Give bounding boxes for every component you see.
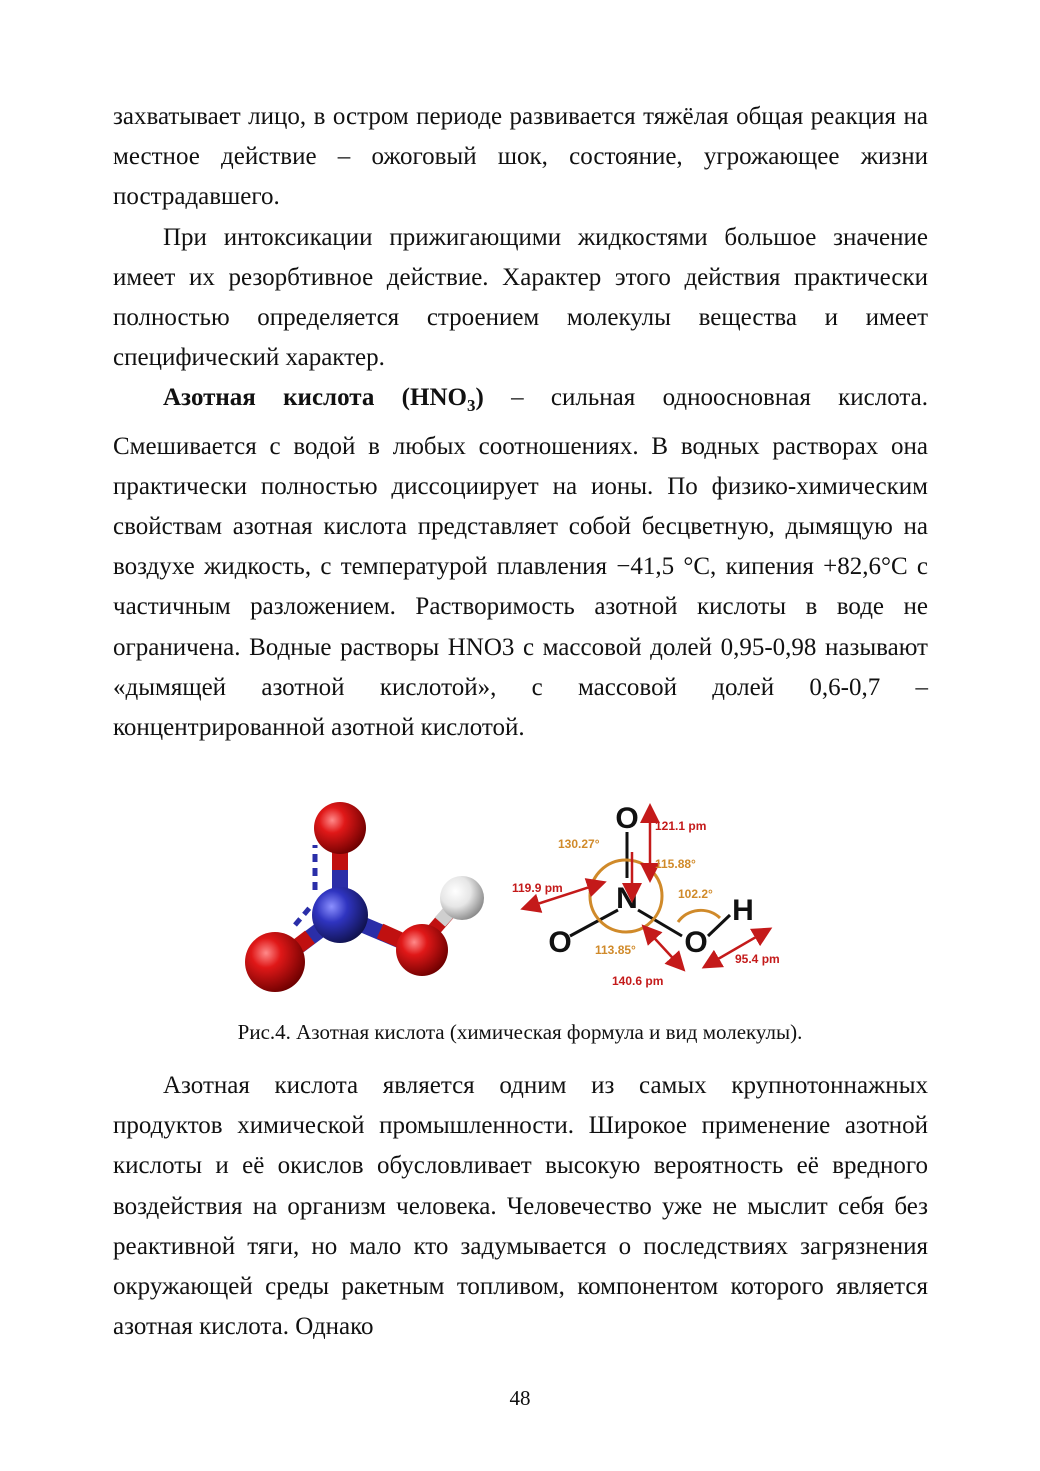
ball-and-stick-model [245, 802, 484, 992]
hno3-molecule-diagram [240, 790, 820, 1000]
body-text-bottom [113, 1066, 928, 1347]
paragraph: При интоксикации прижигающими жидкостями большое значение имеет их резорбтивное действие. Характер этого действия практически полностью определяется строением молекулы вещества и имеет специфический характер. [113, 223, 928, 372]
angle-label: 130.27° [558, 837, 600, 851]
bond-length-label: 119.9 pm [512, 881, 563, 895]
paragraph: Азотная кислота $(HNO_3)$ – сильная одноосновная кислота. Смешивается с водой в любых соотношениях. В водных растворах она практически полностью диссоциирует на ионы. По физико-химическим свойствам азотная кислота представляет собой бесцветную, дымящую на воздухе жидкость, с температурой плавления −41,5 °C, кипения +82,6°C с частичным разложением. Растворимость азотной кислоты в воде не ограничена. Водные растворы HNO3 с массовой долей 0,95-0,98 называют «дымящей азотной кислотой», с массовой долей 0,6-0,7 – концентрированной азотной кислотой. [113, 384, 928, 742]
atom-label-n: N [616, 882, 638, 915]
paragraph: захватывает лицо, в остром периоде развивается тяжёлая общая реакция на местное действие – ожоговый шок, состояние, угрожающее жизни пострадавшего. [113, 103, 928, 211]
oxygen-atom-right [396, 924, 448, 976]
angle-label: 113.85° [595, 943, 636, 957]
angle-label: 102.2° [678, 887, 713, 901]
atom-label-o: O [548, 926, 572, 959]
body-text-top [113, 97, 928, 748]
atom-label-o: O [615, 802, 639, 835]
structural-formula [512, 802, 780, 988]
angle-arc-oh [678, 910, 720, 922]
bond-length-label: 121.1 pm [655, 819, 707, 833]
page-number: 48 [509, 1386, 531, 1410]
hydrogen-atom [440, 876, 484, 920]
oxygen-atom-top [314, 802, 366, 854]
term-heading: Азотная кислота $(HNO_3)$ [163, 384, 484, 416]
molecule-figure [240, 790, 820, 1000]
angle-label: 115.88° [655, 857, 696, 871]
bond-length-label: 95.4 pm [735, 952, 780, 966]
paragraph: Азотная кислота является одним из самых крупнотоннажных продуктов химической промышленности. Широкое применение азотной кислоты и её окислов обусловливает высокую вероятность её вредного воздействия на организм человека. Человечество уже не мыслит себя без реактивной тяги, но мало кто задумывается о последствиях загрязнения окружающей среды ракетным топливом, компонентом которого является азотная кислота. Однако [113, 1072, 928, 1341]
figure-caption: Рис.4. Азотная кислота (химическая формула и вид молекулы). [237, 1020, 803, 1044]
atom-label-h: H [732, 894, 754, 927]
atom-label-o: O [684, 926, 708, 959]
bond-length-label: 140.6 pm [612, 974, 664, 988]
oxygen-atom-left [245, 932, 305, 992]
nitrogen-atom [312, 887, 368, 943]
